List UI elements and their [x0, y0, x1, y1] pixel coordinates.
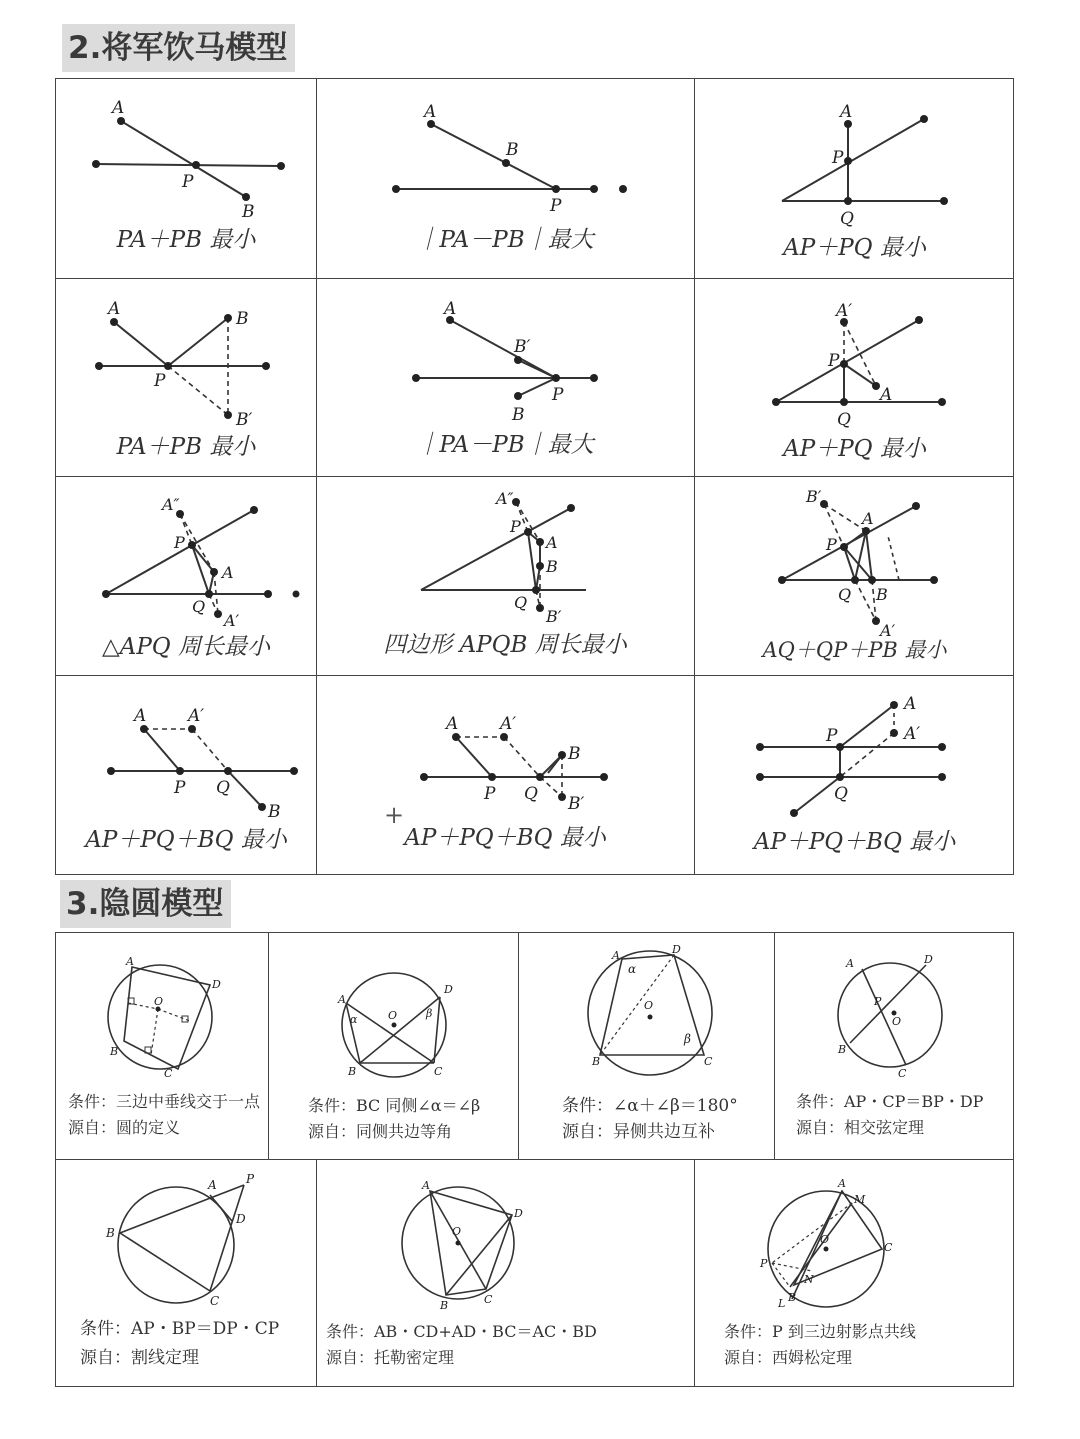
- label-alpha: α: [350, 1013, 358, 1026]
- label-b: B: [546, 557, 558, 576]
- condition-block: [80, 1315, 279, 1373]
- source-text: 源自：西姆松定理: [724, 1348, 853, 1367]
- label-b: B: [512, 405, 525, 425]
- label-b: B: [876, 585, 888, 604]
- label-o: O: [644, 999, 654, 1012]
- label-o: O: [452, 1225, 462, 1238]
- label-p: P: [182, 172, 194, 192]
- label-b: B: [106, 1226, 115, 1240]
- label-a: A: [840, 102, 853, 122]
- section-title-model-3: 3.隐圆模型: [60, 880, 231, 928]
- label-b: B: [268, 802, 281, 822]
- condition-block: [796, 1089, 983, 1141]
- label-a: A: [862, 509, 874, 528]
- label-q: Q: [524, 784, 538, 804]
- label-o: O: [154, 995, 164, 1008]
- label-a-double-prime: A″: [496, 489, 514, 508]
- label-d: D: [236, 1212, 246, 1226]
- caption: AP＋PQ 最小: [783, 235, 926, 261]
- condition-text: 条件：AB・CD+AD・BC＝AC・BD: [326, 1322, 597, 1341]
- label-o: O: [388, 1009, 398, 1022]
- label-d: D: [924, 953, 933, 966]
- label-c: C: [884, 1241, 893, 1254]
- model2-cell-5: [316, 278, 694, 476]
- label-d: D: [514, 1207, 523, 1220]
- hidden-circle-model-grid: [55, 932, 1014, 1387]
- condition-text: 条件：三边中垂线交于一点: [68, 1092, 261, 1111]
- label-q: Q: [840, 209, 854, 229]
- model2-cell-2: [316, 79, 694, 278]
- label-p: P: [552, 385, 564, 405]
- label-p: P: [484, 784, 496, 804]
- label-q: Q: [834, 784, 848, 804]
- label-a-prime: A′: [904, 724, 921, 744]
- label-a: A: [208, 1178, 217, 1192]
- diagram-secant-theorem: [56, 1159, 316, 1319]
- label-a: A: [546, 533, 558, 552]
- label-a: A: [126, 955, 134, 968]
- label-q: Q: [514, 593, 528, 612]
- label-a-prime: A′: [500, 714, 517, 734]
- label-q: Q: [837, 410, 851, 430]
- label-b: B: [110, 1045, 119, 1058]
- label-l: L: [778, 1297, 786, 1310]
- label-a-prime: A′: [224, 611, 240, 630]
- model2-cell-11: [316, 675, 694, 875]
- label-a: A: [880, 385, 893, 405]
- caption: AP＋PQ＋BQ 最小: [404, 825, 606, 851]
- condition-text: 条件：P 到三边射影点共线: [724, 1322, 916, 1341]
- label-b-prime: B′: [514, 337, 531, 357]
- diagram-opposite-side-supplementary: [518, 933, 774, 1083]
- caption: AP＋PQ 最小: [783, 436, 926, 462]
- model3-cell-2: [268, 933, 518, 1159]
- label-b: B: [788, 1291, 797, 1304]
- condition-text: 条件：AP・BP＝DP・CP: [80, 1319, 280, 1339]
- caption: PA＋PB 最小: [116, 227, 256, 253]
- label-b-prime: B′: [546, 607, 562, 626]
- model3-cell-4: [774, 933, 1015, 1159]
- label-b-prime: B′: [806, 487, 822, 506]
- label-c: C: [210, 1294, 220, 1308]
- caption: ｜PA－PB｜最大: [416, 227, 594, 253]
- label-a: A: [444, 299, 457, 319]
- label-a-double-prime: A″: [162, 495, 180, 514]
- model3-cell-5: [56, 1159, 316, 1388]
- caption: PA＋PB 最小: [116, 434, 256, 460]
- label-b: B: [440, 1299, 449, 1312]
- caption: AP＋PQ＋BQ 最小: [85, 827, 287, 853]
- label-p: P: [246, 1172, 255, 1186]
- general-horse-model-grid: [55, 78, 1014, 875]
- label-q: Q: [192, 597, 206, 616]
- label-beta: β: [684, 1032, 691, 1046]
- source-text: 源自：同侧共边等角: [308, 1122, 453, 1141]
- condition-text: 条件：BC 同侧∠α＝∠β: [308, 1096, 481, 1115]
- label-d: D: [672, 943, 681, 956]
- label-a: A: [108, 299, 121, 319]
- label-a: A: [338, 993, 346, 1006]
- label-b-prime: B′: [236, 410, 253, 430]
- caption: 四边形 APQB 周长最小: [383, 632, 627, 658]
- section-title-model-2: 2.将军饮马模型: [62, 24, 295, 72]
- label-p: P: [828, 351, 840, 371]
- label-p: P: [174, 533, 185, 552]
- caption: ｜PA－PB｜最大: [416, 432, 594, 458]
- source-text: 源自：圆的定义: [68, 1118, 181, 1137]
- model2-cell-4: [56, 278, 316, 476]
- label-p: P: [174, 778, 186, 798]
- plus-mark: +: [384, 801, 405, 829]
- source-text: 源自：割线定理: [80, 1348, 199, 1368]
- model3-cell-6: [316, 1159, 694, 1388]
- model2-cell-12: [694, 675, 1015, 875]
- condition-block: [562, 1093, 738, 1145]
- label-b: B: [242, 202, 255, 222]
- label-a-prime: A′: [188, 706, 205, 726]
- label-b: B: [838, 1043, 847, 1056]
- label-o: O: [892, 1015, 902, 1028]
- condition-text: 条件：∠α＋∠β＝180°: [562, 1096, 738, 1116]
- label-a: A: [446, 714, 459, 734]
- label-p: P: [760, 1257, 768, 1270]
- label-p: P: [510, 517, 521, 536]
- model2-cell-3: [694, 79, 1015, 278]
- label-a: A: [846, 957, 854, 970]
- diagram-intersecting-chords: [774, 933, 1015, 1083]
- label-a: A: [424, 102, 437, 122]
- label-b: B: [568, 744, 581, 764]
- model2-cell-7: [56, 476, 316, 675]
- label-b: B: [592, 1055, 601, 1068]
- source-text: 源自：托勒密定理: [326, 1348, 455, 1367]
- label-d: D: [212, 978, 221, 991]
- caption: AP＋PQ＋BQ 最小: [753, 829, 956, 855]
- label-c: C: [164, 1067, 173, 1080]
- label-a-prime: A′: [836, 301, 853, 321]
- label-o: O: [820, 1233, 830, 1246]
- label-a-prime: A′: [880, 621, 896, 640]
- label-c: C: [434, 1065, 443, 1078]
- source-text: 源自：相交弦定理: [796, 1118, 925, 1137]
- model2-cell-8: [316, 476, 694, 675]
- model2-cell-10: [56, 675, 316, 875]
- label-p: P: [832, 148, 844, 168]
- label-a: A: [612, 949, 620, 962]
- diagram-simson-line: [694, 1159, 1015, 1329]
- label-p: P: [550, 196, 562, 216]
- diagram-perpendicular-bisectors: [56, 933, 268, 1083]
- label-c: C: [484, 1293, 493, 1306]
- label-p: P: [826, 535, 837, 554]
- condition-text: 条件：AP・CP＝BP・DP: [796, 1092, 984, 1111]
- model2-cell-9: [694, 476, 1015, 675]
- label-b: B: [348, 1065, 357, 1078]
- label-q: Q: [216, 778, 230, 798]
- model2-cell-1: [56, 79, 316, 278]
- label-beta: β: [426, 1007, 433, 1020]
- diagram-same-side-equal-angles: [268, 933, 518, 1083]
- label-n: N: [804, 1273, 814, 1286]
- label-a: A: [112, 98, 125, 118]
- label-b: B: [506, 140, 519, 160]
- label-p: P: [826, 726, 838, 746]
- label-d: D: [444, 983, 453, 996]
- label-p: P: [154, 371, 166, 391]
- model3-cell-7: [694, 1159, 1015, 1388]
- label-a: A: [134, 706, 147, 726]
- model3-cell-1: [56, 933, 268, 1159]
- label-p: P: [874, 995, 882, 1008]
- model3-cell-3: [518, 933, 774, 1159]
- label-c: C: [704, 1055, 713, 1068]
- label-c: C: [898, 1067, 907, 1080]
- label-b: B: [236, 309, 249, 329]
- label-a: A: [838, 1177, 846, 1190]
- label-alpha: α: [628, 962, 637, 976]
- condition-block: [724, 1319, 916, 1371]
- label-b-prime: B′: [568, 794, 585, 814]
- label-a: A: [422, 1179, 430, 1192]
- caption: AQ＋QP＋PB 最小: [762, 638, 947, 662]
- label-m: M: [854, 1193, 866, 1206]
- model2-cell-6: [694, 278, 1015, 476]
- caption: △APQ 周长最小: [102, 634, 270, 660]
- diagram-ptolemy: [316, 1159, 694, 1319]
- condition-block: [68, 1089, 260, 1141]
- label-a: A: [222, 563, 234, 582]
- condition-block: [326, 1319, 597, 1371]
- condition-block: [308, 1093, 480, 1145]
- label-a: A: [904, 694, 917, 714]
- source-text: 源自：异侧共边互补: [562, 1122, 715, 1142]
- label-q: Q: [838, 585, 852, 604]
